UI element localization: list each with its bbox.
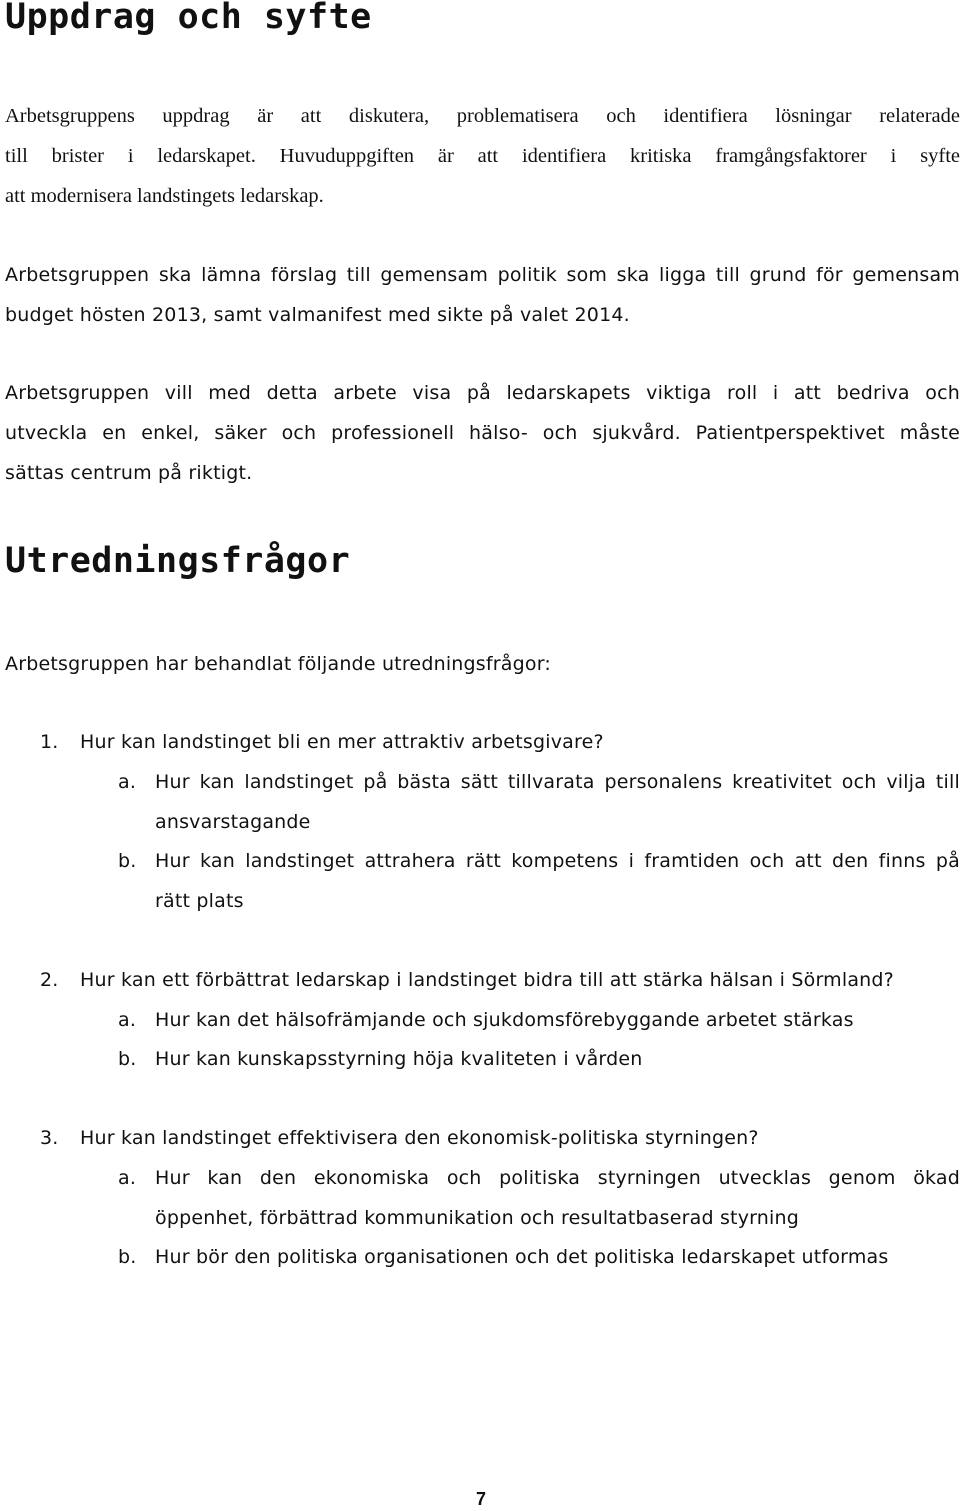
question-text: Hur kan landstinget bli en mer attraktiv arbetsgivare? — [80, 731, 604, 753]
sub-question-label: a. — [118, 1167, 137, 1189]
paragraph-line: Arbetsgruppen ska lämna förslag till gemensam politik som ska ligga till grund för gemensam — [5, 264, 960, 286]
page-number: 7 — [476, 1489, 487, 1509]
sub-question-text-cont: rätt plats — [155, 890, 244, 912]
sub-question-text: Hur kan landstinget på bästa sätt tillvarata personalens kreativitet och vilja till — [155, 771, 960, 793]
sub-question-label: a. — [118, 1009, 137, 1031]
question-text: Hur kan landstinget effektivisera den ekonomisk-politiska styrningen? — [80, 1127, 759, 1149]
section-heading-uppdrag: Uppdrag och syfte — [5, 0, 372, 37]
sub-question-text: Hur kan kunskapsstyrning höja kvaliteten i vården — [155, 1048, 643, 1070]
sub-question-label: b. — [118, 1048, 137, 1070]
question-text: Hur kan ett förbättrat ledarskap i landstinget bidra till att stärka hälsan i Sörmland? — [80, 969, 894, 991]
question-number: 1. — [40, 731, 59, 753]
paragraph-line: Arbetsgruppens uppdrag är att diskutera, problematisera och identifiera lösningar relaterade — [5, 105, 960, 127]
sub-question-text-cont: ansvarstagande — [155, 811, 311, 833]
questions-intro: Arbetsgruppen har behandlat följande utredningsfrågor: — [5, 653, 552, 675]
paragraph-line: budget hösten 2013, samt valmanifest med sikte på valet 2014. — [5, 304, 630, 326]
sub-question-label: a. — [118, 771, 137, 793]
paragraph-line: utveckla en enkel, säker och professionell hälso- och sjukvård. Patientperspektivet måste — [5, 422, 960, 444]
sub-question-text-cont: öppenhet, förbättrad kommunikation och resultatbaserad styrning — [155, 1207, 800, 1229]
paragraph-line: Arbetsgruppen vill med detta arbete visa på ledarskapets viktiga roll i att bedriva och — [5, 382, 960, 404]
paragraph-line: sättas centrum på riktigt. — [5, 462, 253, 484]
sub-question-text: Hur kan landstinget attrahera rätt kompetens i framtiden och att den finns på — [155, 850, 960, 872]
sub-question-text: Hur kan det hälsofrämjande och sjukdomsförebyggande arbetet stärkas — [155, 1009, 854, 1031]
question-number: 2. — [40, 969, 59, 991]
paragraph-line: till brister i ledarskapet. Huvuduppgiften är att identifiera kritiska framgångsfaktorer i syfte — [5, 145, 960, 167]
sub-question-label: b. — [118, 850, 137, 872]
sub-question-text: Hur bör den politiska organisationen och det politiska ledarskapet utformas — [155, 1246, 889, 1268]
sub-question-text: Hur kan den ekonomiska och politiska styrningen utvecklas genom ökad — [155, 1167, 960, 1189]
sub-question-label: b. — [118, 1246, 137, 1268]
section-heading-utredningsfragor: Utredningsfrågor — [5, 541, 351, 581]
paragraph-line: att modernisera landstingets ledarskap. — [5, 185, 324, 207]
question-number: 3. — [40, 1127, 59, 1149]
